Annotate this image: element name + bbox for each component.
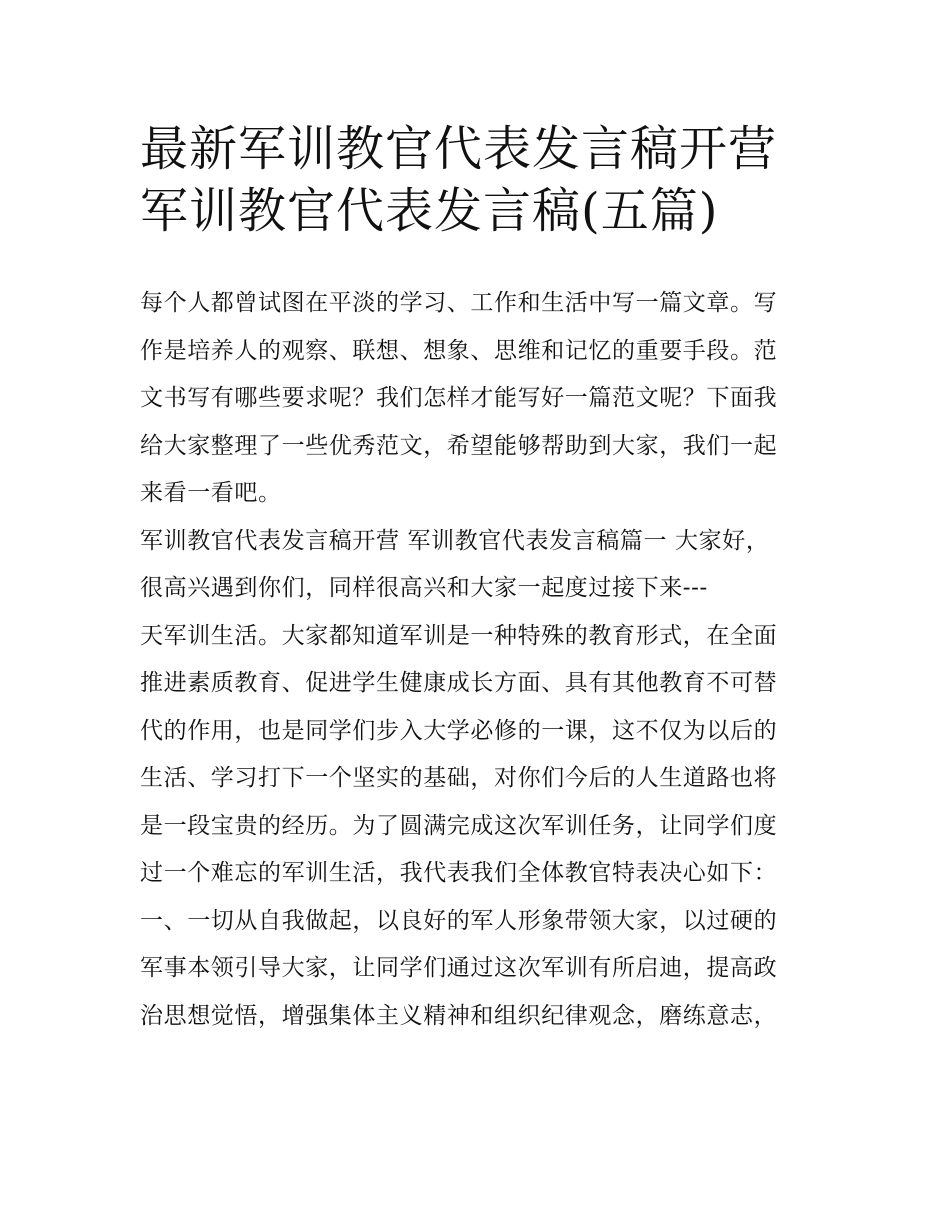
body-line: 天军训生活。大家都知道军训是一种特殊的教育形式，在全面	[140, 622, 778, 649]
title-line: 军训教官代表发言稿(五篇)	[140, 183, 719, 239]
document-title	[140, 118, 820, 242]
body-line: 推进素质教育、促进学生健康成长方面、具有其他教育不可替	[140, 670, 778, 696]
body-line: 军事本领引导大家，让同学们通过这次军训有所启迪，提高政	[140, 955, 778, 981]
body-line: 过一个难忘的军训生活，我代表我们全体教官特表决心如下：	[140, 860, 778, 886]
body-line: 生活、学习打下一个坚实的基础，对你们今后的人生道路也将	[140, 765, 778, 791]
title-line: 最新军训教官代表发言稿开营	[140, 121, 778, 177]
body-line: 每个人都曾试图在平淡的学习、工作和生活中写一篇文章。写	[140, 290, 778, 316]
body-line: 文书写有哪些要求呢？我们怎样才能写好一篇范文呢？下面我	[140, 385, 778, 411]
body-line: 很高兴遇到你们，同样很高兴和大家一起度过接下来---	[140, 575, 708, 601]
body-line: 作是培养人的观察、联想、想象、思维和记忆的重要手段。范	[140, 337, 778, 364]
body-line: 治思想觉悟，增强集体主义精神和组织纪律观念，磨练意志，	[140, 1002, 778, 1029]
body-line: 代的作用，也是同学们步入大学必修的一课，这不仅为以后的	[140, 717, 778, 744]
body-line: 军训教官代表发言稿开营 军训教官代表发言稿篇一 大家好，	[140, 527, 770, 554]
body-line: 给大家整理了一些优秀范文，希望能够帮助到大家，我们一起	[140, 432, 778, 459]
body-line: 一、一切从自我做起，以良好的军人形象带领大家，以过硬的	[140, 907, 778, 934]
document-body	[140, 280, 820, 1040]
body-line: 是一段宝贵的经历。为了圆满完成这次军训任务，让同学们度	[140, 812, 778, 839]
body-line: 来看一看吧。	[140, 480, 282, 506]
